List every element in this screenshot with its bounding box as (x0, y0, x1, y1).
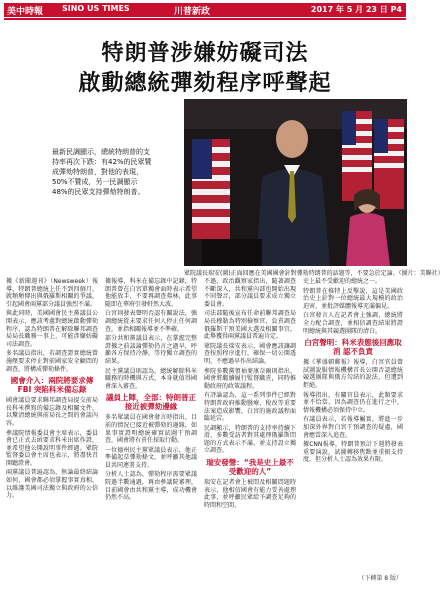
article-paragraph: 有評論認為，這一系列事件已經對特朗普政府推動醫療、稅改等重要法案造成影響，白宮的施政議程面臨延宕。 (204, 392, 296, 423)
article-paragraph: 據《新聞週刊》（Newsweek）報導，特朗普總統上任不到四個月，就頻頻傳出與俄羅斯相關的爭議，引起國會兩黨部分議員強烈不滿。 (6, 278, 98, 308)
article-column-3 (204, 278, 296, 562)
article-paragraph: 據《華盛頓郵報》報導，白宮官員曾試圖說服情報機構首長公開否認總統競選團隊與俄方勾結的說法，但遭到拒絕。 (303, 359, 403, 389)
article-paragraph: 據報導，科米在備忘錄中記錄，特朗普曾在白宮單獨會面時表示希望他能放手，不要再調查弗林，此事隨即在華府引發軒然大波。 (105, 278, 197, 308)
us-flag-left (192, 139, 230, 239)
article-column-1 (6, 278, 98, 562)
article-paragraph: 多名議員指出，若調查證實總統曾施壓要求停止對前國家安全顧問的調查，將構成彈劾條件。 (6, 350, 98, 373)
article-paragraph: 一位德州民主黨眾議員表示，他正準備起草彈劾條文，並呼籲其他議員共同連署支持。 (105, 446, 197, 469)
article-paragraph: 白宮則發表聲明否認有關說法，強調總統從未要求任何人停止任何調查，並指相關報導並不準確。 (105, 310, 197, 333)
article-paragraph: 特朗普在推特上反擊說，這是美國政治史上針對一位總統最大規模的政治迫害，並批評媒體報導充滿偏見。 (303, 287, 403, 310)
article-paragraph: 與此同時，美國國會民主黨議員公開表示，應該考慮對總統啟動彈劾程序，認為特朗普在解除聯邦調查局局長職務一事上，可能涉嫌妨礙司法調查。 (6, 310, 98, 348)
article-paragraph: 民調顯示，特朗普的支持率持續下滑，多數受訪者對其處理俄羅斯問題的方式表示不滿，並支持設立獨立調查。 (204, 424, 296, 455)
article-column-2 (105, 278, 197, 562)
article-paragraph: 分析人士認為，彈劾程序需要眾議院過半數通過，再由參議院審理，目前國會由共和黨主導，成功機會仍然不高。 (105, 471, 197, 502)
newspaper-brand-cn: 美中時報 (7, 7, 44, 17)
section-title: 川普新政 (174, 7, 211, 17)
article-paragraph: 部分共和黨議員表示，在掌握完整證據之前談論彈劾仍言之過早，呼籲各方保持冷靜，等待獨立調查的結果。 (105, 335, 197, 365)
article-paragraph: 參議院情報委員會主席表示，委員會已正式去函要求科米出席作證，並希望他公開說明事件經過。眾院監督委員會主席也表示，將盡快召開聽證會。 (6, 429, 98, 467)
article-column-4 (303, 278, 403, 562)
article-paragraph: 國會議員要求聯邦調查局提交前局長科米撰寫的備忘錄及相關文件，以釐清總統與前局長之間的會談內容。 (6, 397, 98, 427)
article-paragraph: 白宮發言人在記者會上強調，總統將全力配合調查，並相信調查結果將證明總統與其競選團隊的清白。 (303, 312, 403, 335)
subdeck-summary: 最新民調顯示，總統特朗普的支持率再次下跌：有42%的民眾贊成彈劾特朗普，對他的表現，50%不贊成，另一民調顯示48%的民眾支持彈劾特朗普。 (52, 148, 152, 196)
article-paragraph: 兩黨議員普遍認為，無論最終結論如何，國會都必須掌握事實真相，以維護美國司法獨立與政府的公信力。 (6, 469, 98, 500)
article-subheading: 議員上陣，全部：特朗普正接近被彈劾邊緣 (106, 393, 196, 412)
newspaper-brand-en: SINO US TIMES (62, 4, 130, 13)
article-paragraph: 參院多數黨領袖麥康奈爾則指出，國會將繼續履行監督職責，同時推動政府的政策議程。 (204, 367, 296, 390)
header-divider (4, 18, 406, 20)
podium (202, 239, 262, 266)
article-paragraph: 不過，政治觀察家指出，隨著調查不斷深入，共和黨內部也開始出現不同聲音，部分議員要求成立獨立委員會。 (204, 278, 296, 308)
photo-caption: 眾院議長瑞安(圖)正面回應在美國國會針對彈劾特朗普的話題等，不要急於定論。（圖片：美聯社） (184, 270, 444, 277)
article-paragraph: 眾院議長瑞安表示，國會應該讓調查按照程序進行，確保一切公開透明，不應過早作出結論。 (204, 342, 296, 365)
article-paragraph: 據CNN報導，特朗普預計下週將發表重要演說，試圖轉移焦點並重振支持度，但分析人士認為效果有限。 (303, 441, 403, 464)
newspaper-header (4, 3, 406, 17)
article-paragraph: 民主黨議員則認為，總統解除科米職務的時機與方式，本身就值得國會深入審查。 (105, 367, 197, 390)
article-paragraph: 司法部隨後宣布任命前聯邦調查局局長穆勒為特別檢察官，負責調查俄羅斯干預美國大選及相關事宜，此舉獲得兩黨議員普遍肯定。 (204, 310, 296, 341)
article-paragraph: 瑞安在記者會上被問及相關問題時表示，他相信國會有能力妥善處理此事，並呼籲民眾給予調查足夠的時間和空間。 (204, 479, 296, 509)
press-conference-photo (184, 99, 407, 266)
article-paragraph: 報導指出，有關官員表示，此類要求並不恰當，因為調查仍在進行之中，情報機構必須保持中立。 (303, 391, 403, 414)
issue-date-page: 2017 年 5 月 23 日 P4 (310, 5, 402, 14)
article-subheading: 國會介入：兩院將要求傳FBI 突陷科米備忘錄 (10, 376, 94, 395)
article-subheading: 瑞安發聲：“我是史上最不受歡迎的人” (206, 458, 294, 477)
continued-notice: （下轉第 8 版） (358, 575, 402, 582)
article-paragraph: 有議員表示，若報導屬實，將進一步加深外界對白宮干預調查的疑慮，國會應當深入追查。 (303, 416, 403, 439)
article-paragraph: 多名眾議員在國會發言時指出，目前的情況已接近被彈劾的邊緣，如果事實證明總統確實試圖干預調查，國會將有責任採取行動。 (105, 414, 197, 445)
article-paragraph: 史上最不受歡迎的總統之一。 (303, 278, 382, 285)
headline-line-1: 特朗普涉嫌妨礙司法 (101, 40, 309, 66)
article-subheading: 白宮聲明：科米表態後回應取消 認不負責 (304, 338, 402, 357)
headline-line-2: 啟動總統彈劾程序呼聲起 (78, 70, 332, 96)
